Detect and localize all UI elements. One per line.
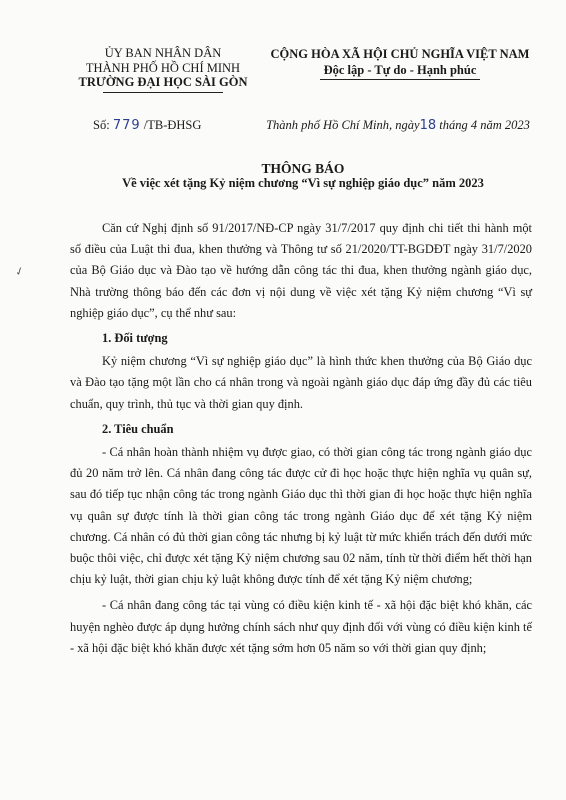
document-title: THÔNG BÁO (261, 161, 345, 176)
date-suffix: tháng 4 năm 2023 (436, 118, 530, 132)
issuer-underline (103, 92, 223, 93)
national-title: CỘNG HÒA XÃ HỘI CHỦ NGHĨA VIỆT NAM (270, 47, 530, 61)
national-motto: Độc lập - Tự do - Hạnh phúc (323, 63, 477, 77)
issuer-line-1: ỦY BAN NHÂN DÂN (104, 46, 222, 60)
issuer-line-2: THÀNH PHỐ HỒ CHÍ MINH (85, 60, 241, 75)
issuer-line-3: TRƯỜNG ĐẠI HỌC SÀI GÒN (78, 75, 248, 89)
section-2-paragraph-2: - Cá nhân đang công tác tại vùng có điều kiện kinh tế - xã hội đặc biệt khó khăn, các huyện nghèo được áp dụng hưởng chính sách như quy định đối với vùng có điều kiện kinh tế - xã hội đặc biệt khó khăn được xét tặng sớm hơn 05 năm so với thời gian quy định; (70, 598, 532, 655)
pen-mark: ✓ (13, 264, 27, 280)
intro-paragraph: Căn cứ Nghị định số 91/2017/NĐ-CP ngày 31/7/2017 quy định chi tiết thi hành một số điều của Luật thi đua, khen thưởng và Thông tư số 21/2020/TT-BGDĐT ngày 31/7/2020 của Bộ Giáo dục và Đào tạo về hướng dẫn công tác thi đua, khen thưởng ngành giáo dục, Nhà trường thông báo đến các đơn vị nội dung về việc xét tặng Kỷ niệm chương “Vì sự nghiệp giáo dục”, cụ thể như sau: (70, 221, 532, 320)
doc-number-prefix: Số: (93, 118, 113, 132)
section-1-paragraph: Kỷ niệm chương “Vì sự nghiệp giáo dục” là hình thức khen thưởng của Bộ Giáo dục và Đào tạo tặng một lần cho cá nhân trong và ngoài ngành giáo dục đáp ứng đầy đủ các tiêu chuẩn, quy trình, thủ tục và thời gian quy định. (70, 354, 532, 411)
section-2-heading: 2. Tiêu chuẩn (102, 421, 174, 436)
national-header (250, 46, 550, 80)
motto-underline (320, 79, 480, 80)
issuer-header (58, 46, 268, 93)
date-handwritten-day: 18 (419, 118, 437, 133)
issue-date (250, 118, 546, 133)
document-number (93, 118, 201, 133)
document-body (70, 218, 532, 659)
section-1-heading: 1. Đối tượng (102, 331, 168, 346)
section-2-paragraph-1: - Cá nhân hoàn thành nhiệm vụ được giao, có thời gian công tác trong ngành giáo dục đủ 20 năm trở lên. Cá nhân đang công tác được cử đi học hoặc thực hiện nghĩa vụ quân sự, sau đó tiếp tục nhận công tác trong ngành Giáo dục thì thời gian đi học hoặc thực hiện nghĩa vụ quân sự được tính là thời gian công tác trong ngành Giáo dục để xét tặng Kỷ niệm chương. Cá nhân có đủ thời gian công tác nhưng bị kỷ luật từ mức khiển trách đến dưới mức buộc thôi việc, chỉ được xét tặng Kỷ niệm chương sau 02 năm, tính từ thời điểm hết thời hạn chịu kỷ luật, thời gian chịu kỷ luật không được tính để xét tặng Kỷ niệm chương; (70, 445, 532, 587)
doc-number-handwritten: 779 (112, 118, 141, 133)
date-prefix: Thành phố Hồ Chí Minh, ngày (266, 118, 420, 132)
doc-number-suffix: /TB-ĐHSG (140, 118, 202, 132)
document-subtitle: Về việc xét tặng Kỷ niệm chương “Vì sự nghiệp giáo dục” năm 2023 (122, 176, 484, 190)
